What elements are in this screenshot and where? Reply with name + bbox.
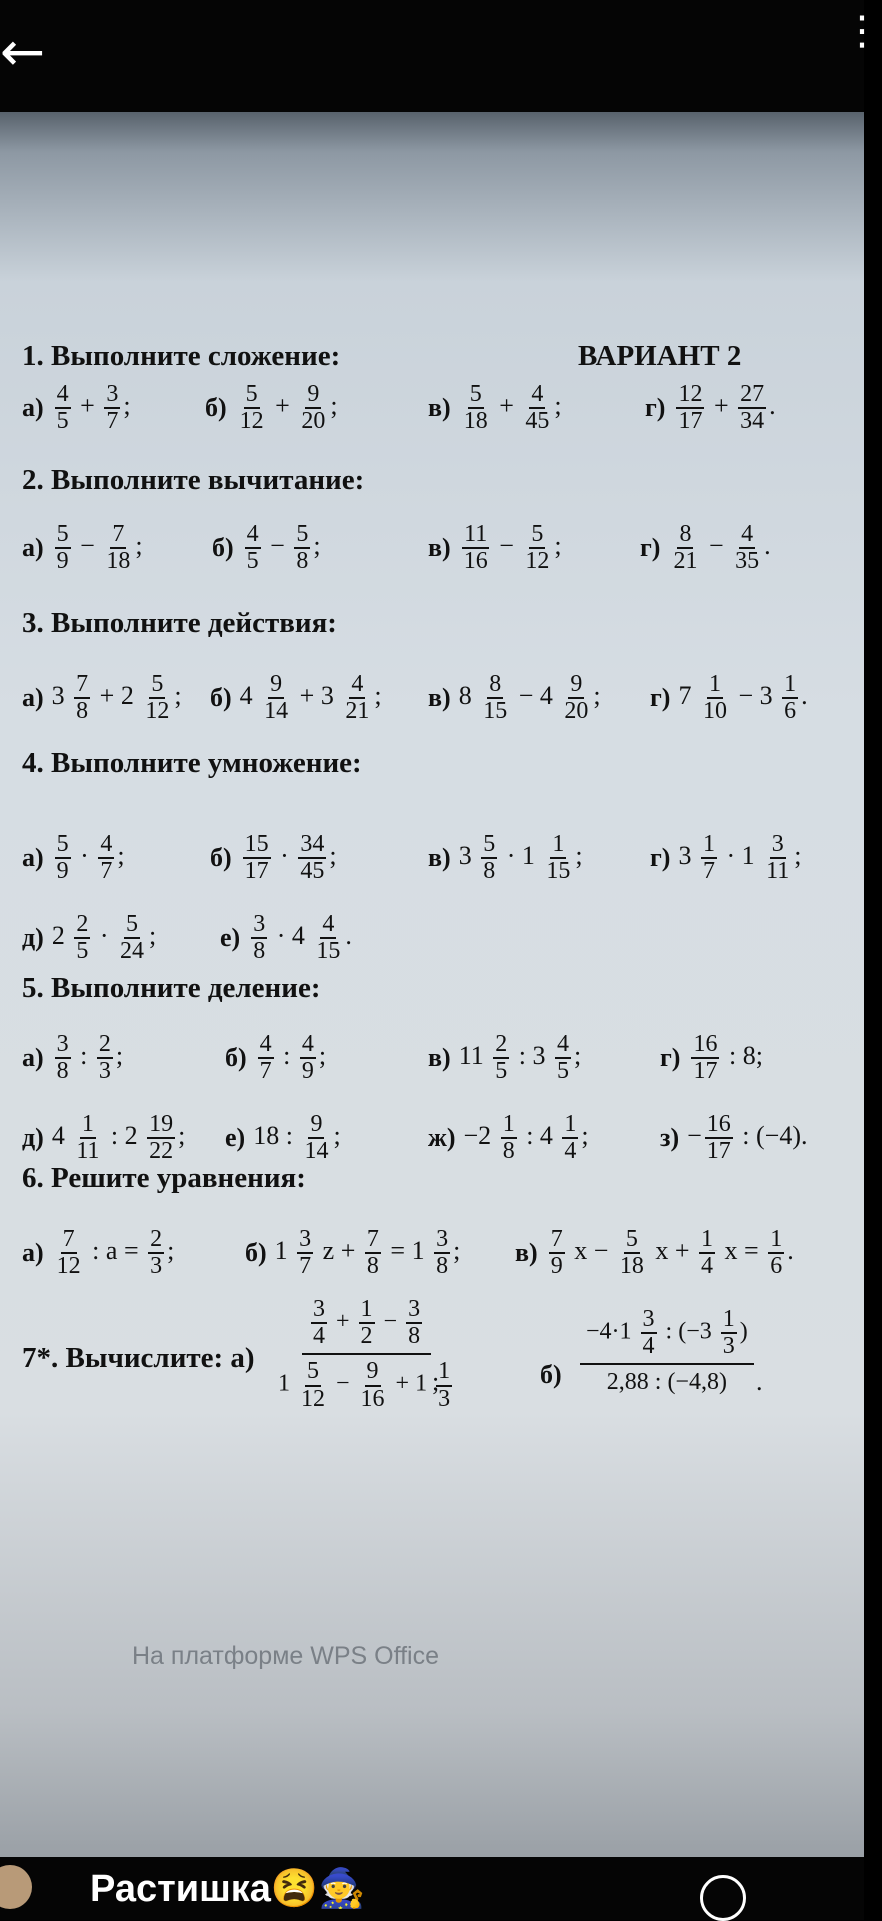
fraction: $\frac{5}{12}$ <box>301 1358 325 1412</box>
fraction: $\frac{5}{12}$ <box>525 521 550 575</box>
fraction: $\frac{7}{8}$ <box>76 671 89 725</box>
arrow-left-icon[interactable]: ← <box>0 20 46 83</box>
item-label: б) <box>225 1043 247 1073</box>
item-label: б) <box>212 533 234 563</box>
fraction: $\frac{4}{5}$ <box>246 521 259 575</box>
exercise-item: б) 4 $\frac{9}{14}$ + 3 $\frac{4}{21}$ ; <box>210 671 382 725</box>
fraction: $\frac{1}{3}$ <box>722 1306 735 1360</box>
fraction: $\frac{1}{4}$ <box>564 1111 577 1165</box>
fraction: $\frac{1}{6}$ <box>770 1226 783 1280</box>
item-label: б) <box>210 683 232 713</box>
punctuation: ; <box>432 1367 440 1396</box>
exercise-item: в) $\frac{5}{18}$ + $\frac{4}{45}$ ; <box>428 381 562 435</box>
exercise-item: г) 3 $\frac{1}{7}$ · 1 $\frac{3}{11}$ ; <box>650 831 802 885</box>
exercise-item: в) $\frac{7}{9}$ x − $\frac{5}{18}$ x + $\frac{1}{4}$ x = $\frac{1}{6}$ . <box>515 1226 794 1280</box>
fraction: $\frac{1}{10}$ <box>702 671 727 725</box>
fraction: $\frac{4}{15}$ <box>316 911 341 965</box>
fraction: $\frac{9}{20}$ <box>564 671 589 725</box>
fraction: $\frac{3}{7}$ <box>106 381 119 435</box>
exercise-item: а) $\frac{5}{9}$ · $\frac{4}{7}$ ; <box>22 831 125 885</box>
fraction: $\frac{1}{11}$ <box>76 1111 100 1165</box>
item-label: в) <box>515 1238 538 1268</box>
fraction: $\frac{5}{12}$ <box>239 381 264 435</box>
exercise-item: г) 7 $\frac{1}{10}$ − 3 $\frac{1}{6}$ . <box>650 671 808 725</box>
fraction: $\frac{5}{18}$ <box>463 381 488 435</box>
fraction: $\frac{3}{8}$ <box>408 1296 421 1350</box>
item-label: а) <box>22 393 44 423</box>
fraction: $\frac{4}{7}$ <box>259 1031 272 1085</box>
variant-label: ВАРИАНТ 2 <box>578 340 742 372</box>
task-title: 6. Решите уравнения: <box>22 1162 306 1194</box>
fraction: $\frac{2}{5}$ <box>495 1031 508 1085</box>
fraction: $\frac{5}{9}$ <box>56 521 69 575</box>
circle-icon[interactable] <box>700 1875 746 1921</box>
fraction: $\frac{2}{3}$ <box>150 1226 163 1280</box>
fraction: $\frac{5}{9}$ <box>56 831 69 885</box>
fraction: $\frac{1}{7}$ <box>702 831 715 885</box>
item-label: а) <box>22 1238 44 1268</box>
task-title: 2. Выполните вычитание: <box>22 464 365 496</box>
exercise-item: а) $\frac{7}{12}$ : a = $\frac{2}{3}$ ; <box>22 1226 175 1280</box>
task-title: 7*. Вычислите: а) <box>22 1342 255 1374</box>
item-label: г) <box>640 533 661 563</box>
item-label: а) <box>22 683 44 713</box>
fraction: $\frac{12}{17}$ <box>678 381 703 435</box>
fraction: $\frac{3}{4}$ <box>642 1306 655 1360</box>
fraction: $\frac{9}{14}$ <box>264 671 289 725</box>
fraction: $\frac{27}{34}$ <box>740 381 765 435</box>
exercise-item: б) $\frac{4}{5}$ − $\frac{5}{8}$ ; <box>212 521 321 575</box>
exercise-item: д) 2 $\frac{2}{5}$ · $\frac{5}{24}$ ; <box>22 911 157 965</box>
complex-fraction: $\frac{3}{4}$ + $\frac{1}{2}$ − $\frac{3}{8}$ 1 $\frac{5}{12}$ − $\frac{9}{16}$ + 1 $\frac{1}{3}$ <box>278 1296 451 1412</box>
worksheet <box>0 112 864 1857</box>
fraction: $\frac{8}{15}$ <box>483 671 508 725</box>
item-label: д) <box>22 1123 44 1153</box>
fraction: $\frac{1}{2}$ <box>360 1296 373 1350</box>
fraction: $\frac{3}{8}$ <box>56 1031 69 1085</box>
fraction: $\frac{4}{45}$ <box>525 381 550 435</box>
fraction: $\frac{11}{16}$ <box>463 521 488 575</box>
exercise-item: б) $\frac{4}{7}$ : $\frac{4}{9}$ ; <box>225 1031 327 1085</box>
exercise-item: в) $\frac{11}{16}$ − $\frac{5}{12}$ ; <box>428 521 562 575</box>
exercise-item: е) $\frac{3}{8}$ · 4 $\frac{4}{15}$ . <box>220 911 352 965</box>
exercise-item: б) $\frac{5}{12}$ + $\frac{9}{20}$ ; <box>205 381 338 435</box>
fraction: $\frac{7}{9}$ <box>550 1226 563 1280</box>
fraction: $\frac{5}{24}$ <box>119 911 144 965</box>
exercise-item: в) 3 $\frac{5}{8}$ · 1 $\frac{1}{15}$ ; <box>428 831 583 885</box>
complex-fraction: −4·1 $\frac{3}{4}$ : (−3 $\frac{1}{3}$ ) 2,88 : (−4,8) <box>580 1307 754 1396</box>
fraction: $\frac{3}{4}$ <box>313 1296 325 1350</box>
fraction: $\frac{4}{21}$ <box>345 671 370 725</box>
item-label: г) <box>660 1043 681 1073</box>
fraction: $\frac{19}{22}$ <box>149 1111 174 1165</box>
item-label: б) <box>540 1360 562 1389</box>
fraction: $\frac{1}{6}$ <box>784 671 797 725</box>
exercise-item: г) $\frac{16}{17}$ : 8; <box>660 1031 763 1085</box>
exercise-item: а) 3 $\frac{7}{8}$ + 2 $\frac{5}{12}$ ; <box>22 671 182 725</box>
fraction: $\frac{1}{8}$ <box>502 1111 515 1165</box>
fraction: $\frac{4}{5}$ <box>56 381 69 435</box>
fraction: $\frac{8}{21}$ <box>673 521 698 575</box>
fraction: $\frac{4}{7}$ <box>100 831 113 885</box>
photo-viewer <box>0 112 864 1857</box>
task-title: 3. Выполните действия: <box>22 607 337 639</box>
fraction: $\frac{9}{14}$ <box>304 1111 329 1165</box>
item-label: б) <box>205 393 227 423</box>
item-label: в) <box>428 683 451 713</box>
item-label: е) <box>220 923 241 953</box>
fraction: $\frac{16}{17}$ <box>706 1111 731 1165</box>
item-label: а) <box>22 1043 44 1073</box>
task-title: 5. Выполните деление: <box>22 972 321 1004</box>
fraction: $\frac{2}{3}$ <box>98 1031 111 1085</box>
fraction: $\frac{9}{16}$ <box>360 1358 385 1412</box>
task-title: 1. Выполните сложение: <box>22 340 341 372</box>
fraction: $\frac{15}{17}$ <box>244 831 269 885</box>
username: Растишка😫🧙 <box>90 1868 366 1910</box>
item-label: г) <box>645 393 666 423</box>
fraction: $\frac{5}{12}$ <box>145 671 170 725</box>
item-label: б) <box>245 1238 267 1268</box>
fraction: $\frac{5}{8}$ <box>296 521 309 575</box>
item-label: з) <box>660 1123 680 1153</box>
fraction: $\frac{3}{11}$ <box>766 831 790 885</box>
punctuation: . <box>756 1367 763 1396</box>
item-label: в) <box>428 533 451 563</box>
fraction: $\frac{3}{8}$ <box>253 911 266 965</box>
fraction: $\frac{3}{8}$ <box>436 1226 449 1280</box>
item-label: е) <box>225 1123 246 1153</box>
item-label: г) <box>650 843 671 873</box>
fraction: $\frac{7}{8}$ <box>366 1226 379 1280</box>
item-label: д) <box>22 923 44 953</box>
fraction: $\frac{9}{20}$ <box>301 381 326 435</box>
item-label: в) <box>428 1043 451 1073</box>
fraction: $\frac{4}{35}$ <box>735 521 760 575</box>
exercise-item: г) $\frac{12}{17}$ + $\frac{27}{34}$ . <box>645 381 776 435</box>
fraction: $\frac{1}{15}$ <box>546 831 571 885</box>
fraction: $\frac{2}{5}$ <box>76 911 89 965</box>
item-label: в) <box>428 393 451 423</box>
bottom-bar <box>0 1857 864 1920</box>
avatar[interactable] <box>0 1865 32 1909</box>
fraction: $\frac{3}{7}$ <box>299 1226 312 1280</box>
item-label: а) <box>22 843 44 873</box>
fraction: $\frac{34}{45}$ <box>300 831 325 885</box>
fraction: $\frac{1}{4}$ <box>701 1226 714 1280</box>
fraction: $\frac{5}{18}$ <box>619 1226 644 1280</box>
exercise-item: а) $\frac{3}{8}$ : $\frac{2}{3}$ ; <box>22 1031 124 1085</box>
exercise-item: в) 11 $\frac{2}{5}$ : 3 $\frac{4}{5}$ ; <box>428 1031 582 1085</box>
fraction: $\frac{16}{17}$ <box>693 1031 718 1085</box>
top-bar <box>0 0 882 112</box>
item-label: а) <box>22 533 44 563</box>
fraction: $\frac{5}{8}$ <box>483 831 496 885</box>
item-label: б) <box>210 843 232 873</box>
exercise-item: б) $\frac{15}{17}$ · $\frac{34}{45}$ ; <box>210 831 337 885</box>
item-label: г) <box>650 683 671 713</box>
exercise-item: г) $\frac{8}{21}$ − $\frac{4}{35}$ . <box>640 521 771 575</box>
fraction: $\frac{4}{5}$ <box>556 1031 569 1085</box>
exercise-item: ж) −2 $\frac{1}{8}$ : 4 $\frac{1}{4}$ ; <box>428 1111 589 1165</box>
exercise-item: а) $\frac{5}{9}$ − $\frac{7}{18}$ ; <box>22 521 143 575</box>
exercise-item: а) $\frac{4}{5}$ + $\frac{3}{7}$ ; <box>22 381 131 435</box>
exercise-item: з) − $\frac{16}{17}$ : (−4). <box>660 1111 808 1165</box>
wps-watermark: На платформе WPS Office <box>132 1642 439 1670</box>
fraction: $\frac{1}{3}$ <box>438 1358 451 1412</box>
fraction: $\frac{7}{18}$ <box>106 521 131 575</box>
exercise-item: е) 18 : $\frac{9}{14}$ ; <box>225 1111 341 1165</box>
item-label: в) <box>428 843 451 873</box>
exercise-item: в) 8 $\frac{8}{15}$ − 4 $\frac{9}{20}$ ; <box>428 671 601 725</box>
more-vertical-icon[interactable]: ⋮ <box>842 8 882 54</box>
fraction: $\frac{4}{9}$ <box>301 1031 314 1085</box>
exercise-item: б) 1 $\frac{3}{7}$ z + $\frac{7}{8}$ = 1 $\frac{3}{8}$ ; <box>245 1226 461 1280</box>
exercise-item: д) 4 $\frac{1}{11}$ : 2 $\frac{19}{22}$ ; <box>22 1111 186 1165</box>
item-label: ж) <box>428 1123 456 1153</box>
task-title: 4. Выполните умножение: <box>22 747 362 779</box>
fraction: $\frac{7}{12}$ <box>56 1226 81 1280</box>
